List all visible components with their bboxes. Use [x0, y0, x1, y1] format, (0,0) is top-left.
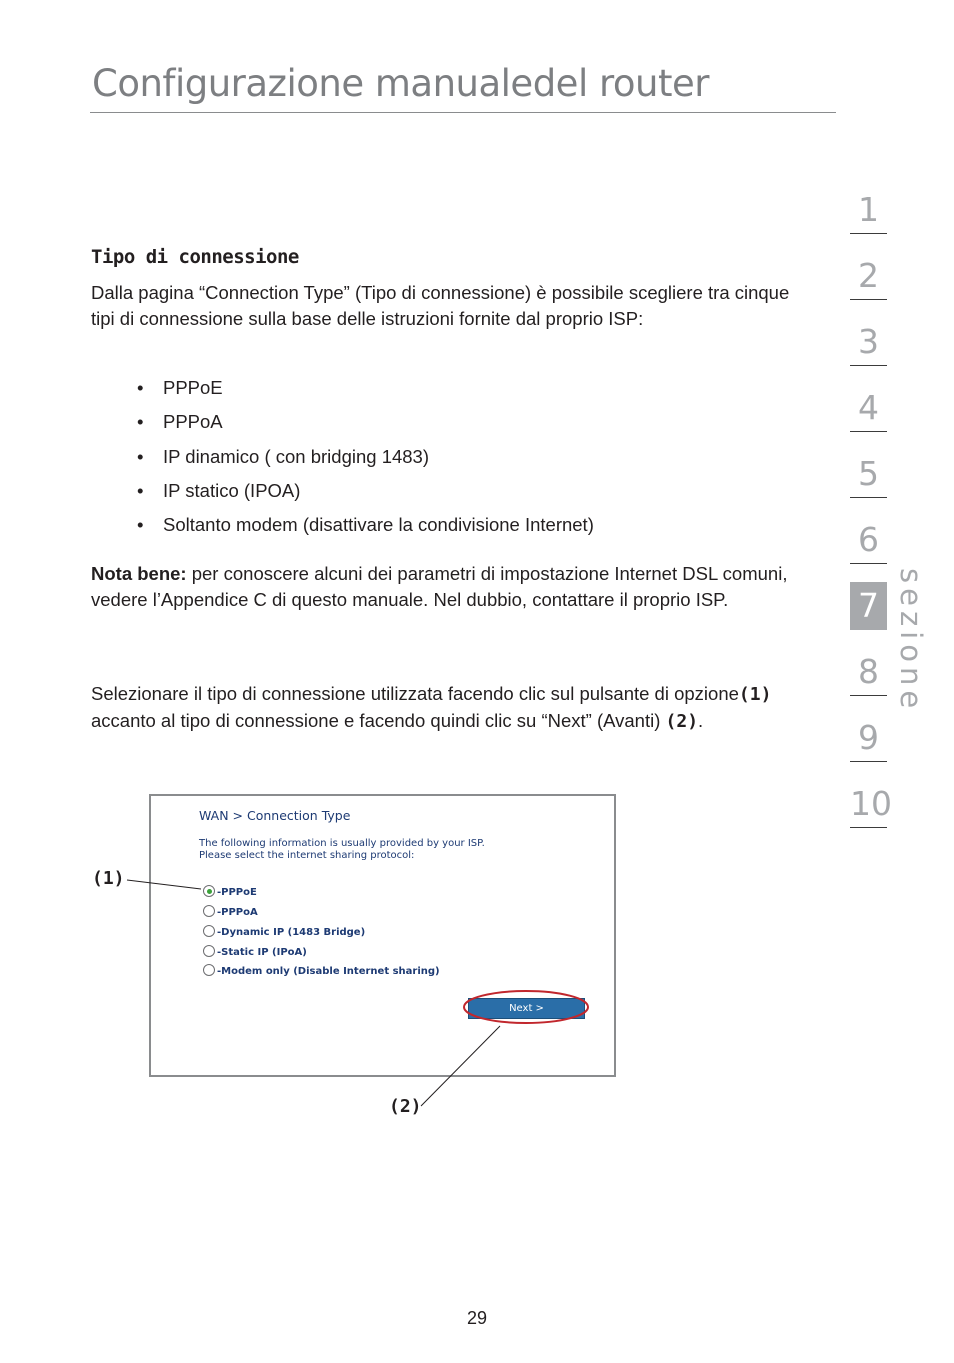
- intro-paragraph: Dalla pagina “Connection Type” (Tipo di connessione) è possibile scegliere tra cinque tipi di connessione sulla base delle istruzioni fornite dal proprio ISP:: [91, 282, 790, 329]
- callout-label-2: (2): [389, 1096, 422, 1117]
- section-label: sezione: [894, 568, 928, 714]
- callout-label-1: (1): [92, 868, 125, 889]
- instruction-text: Selezionare il tipo di connessione utilizzata facendo clic sul pulsante di opzione: [91, 683, 739, 704]
- list-item-label: IP dinamico ( con bridging 1483): [163, 445, 430, 467]
- list-item-label: PPPoA: [163, 411, 223, 433]
- bullet-icon: •: [137, 479, 144, 501]
- page-title: Configurazione manualedel router: [92, 62, 709, 105]
- note-label: Nota bene:: [91, 563, 187, 584]
- next-button[interactable]: Next >: [468, 998, 585, 1019]
- instruction-text: accanto al tipo di connessione e facendo quindi clic su “Next” (Avanti): [91, 709, 666, 731]
- info-line: Please select the internet sharing protocol:: [199, 850, 415, 861]
- callout-line-2: [421, 1026, 500, 1106]
- section-number-5[interactable]: 5: [850, 450, 887, 498]
- section-number-4[interactable]: 4: [850, 384, 887, 432]
- list-item-label: PPPoE: [163, 377, 223, 398]
- highlight-ellipse: [464, 991, 588, 1023]
- reference-2: (2): [665, 710, 699, 732]
- section-number-1[interactable]: 1: [850, 186, 887, 234]
- info-line: The following information is usually provided by your ISP.: [199, 838, 485, 849]
- screenshot-title: WAN > Connection Type: [199, 808, 351, 823]
- option-label: -Dynamic IP (1483 Bridge): [217, 927, 366, 938]
- bullet-icon: •: [137, 411, 144, 433]
- option-label: -Modem only (Disable Internet sharing): [217, 966, 440, 977]
- bullet-icon: •: [137, 377, 144, 398]
- list-item-label: Soltanto modem (disattivare la condivisione Internet): [163, 514, 594, 536]
- section-number-3[interactable]: 3: [850, 318, 887, 366]
- option-label: -Static IP (IPoA): [217, 947, 307, 958]
- list-item-label: IP statico (IPOA): [163, 479, 301, 501]
- bullet-icon: •: [137, 445, 144, 467]
- section-number-6[interactable]: 6: [850, 516, 887, 564]
- reference-1: (1): [738, 684, 772, 705]
- section-heading: Tipo di connessione: [91, 246, 299, 268]
- section-number-10[interactable]: 10: [850, 780, 887, 828]
- section-number-2[interactable]: 2: [850, 252, 887, 300]
- section-number-7-active[interactable]: 7: [850, 582, 887, 630]
- section-number-9[interactable]: 9: [850, 714, 887, 762]
- note-text: per conoscere alcuni dei parametri di impostazione Internet DSL comuni, vedere l’Appendice C di questo manuale. Nel dubbio, contattare il proprio ISP.: [91, 563, 788, 610]
- bullet-icon: •: [137, 514, 144, 536]
- callout-line-1: [127, 880, 201, 889]
- page-number: 29: [466, 1308, 488, 1328]
- section-number-8[interactable]: 8: [850, 648, 887, 696]
- option-label: -PPPoA: [217, 907, 258, 918]
- option-label: -PPPoE: [217, 887, 257, 898]
- instruction-end: .: [698, 709, 704, 731]
